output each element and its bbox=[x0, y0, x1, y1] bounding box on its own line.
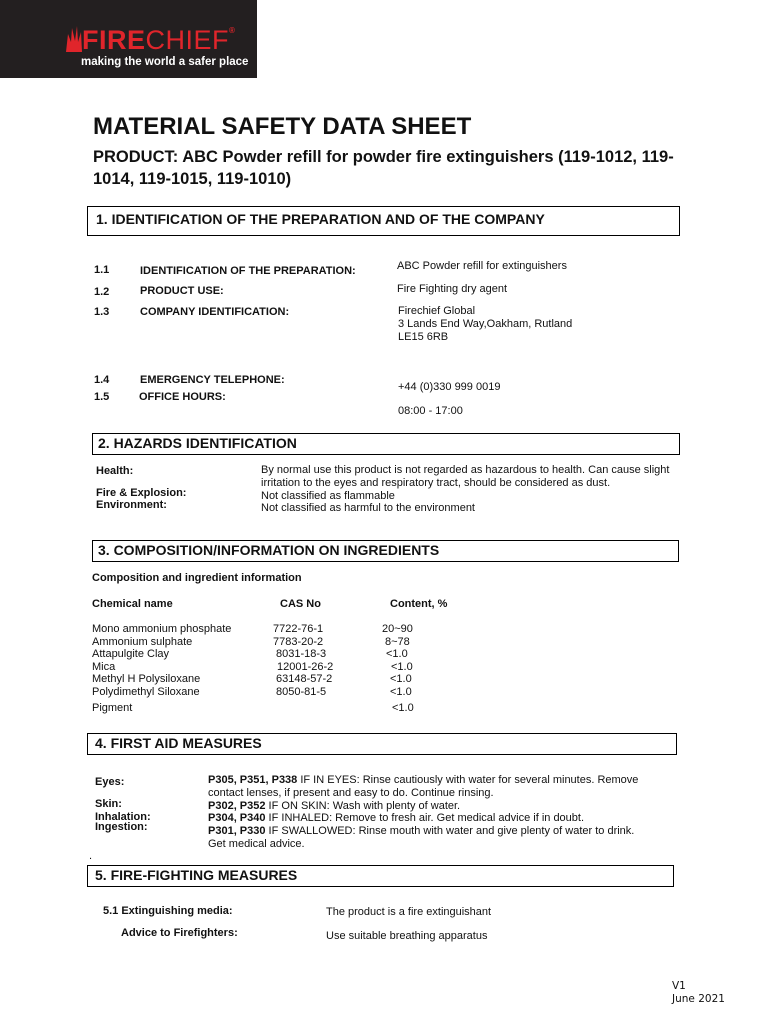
item-label: IDENTIFICATION OF THE PREPARATION: bbox=[140, 265, 356, 277]
item-label: EMERGENCY TELEPHONE: bbox=[140, 374, 285, 386]
ingredient-content: <1.0 bbox=[391, 661, 413, 673]
product-line: PRODUCT: ABC Powder refill for powder fire extinguishers (119-1012, 119-1014, 119-1015, 119-1010) bbox=[93, 148, 674, 188]
ingredient-name: Polydimethyl Siloxane bbox=[92, 686, 200, 698]
office-hours: 08:00 - 17:00 bbox=[398, 405, 463, 417]
company-name: Firechief Global bbox=[398, 305, 476, 317]
section-2-heading: 2. HAZARDS IDENTIFICATION bbox=[98, 435, 297, 451]
item-label: PRODUCT USE: bbox=[140, 285, 224, 297]
flame-hand-icon bbox=[64, 24, 84, 54]
item-number: 1.5 bbox=[94, 391, 110, 403]
ingredient-cas: 63148-57-2 bbox=[276, 673, 333, 685]
ingredient-cas: 12001-26-2 bbox=[277, 661, 334, 673]
item-number: 1.4 bbox=[94, 374, 110, 386]
environment-label: Environment: bbox=[96, 499, 167, 511]
document-title: MATERIAL SAFETY DATA SHEET bbox=[93, 113, 472, 140]
ingredient-content: 8~78 bbox=[385, 636, 410, 648]
section-1-heading-box bbox=[87, 206, 680, 236]
brand-name: FIRECHIEF® bbox=[82, 25, 236, 55]
section-5-heading-box bbox=[87, 865, 674, 887]
ingredient-name: Methyl H Polysiloxane bbox=[92, 673, 201, 685]
ingredient-content: <1.0 bbox=[390, 686, 412, 698]
item-label: OFFICE HOURS: bbox=[139, 391, 226, 403]
item-label: COMPANY IDENTIFICATION: bbox=[140, 306, 290, 318]
ingredient-cas: 8031-18-3 bbox=[276, 648, 327, 660]
ingredient-content: 20~90 bbox=[382, 623, 413, 635]
item-number: 1.3 bbox=[94, 306, 110, 318]
ingredient-cas: 7783-20-2 bbox=[273, 636, 324, 648]
ingredient-content: <1.0 bbox=[390, 673, 412, 685]
item-number: 1.1 bbox=[94, 264, 110, 276]
health-label: Health: bbox=[96, 465, 134, 477]
ingestion-instruction: P301, P330 IF SWALLOWED: Rinse mouth with water and give plenty of water to drink. bbox=[208, 825, 635, 837]
ingredient-content: <1.0 bbox=[392, 702, 414, 714]
item-number: 1.2 bbox=[94, 286, 110, 298]
ingestion-label: Ingestion: bbox=[95, 821, 148, 833]
section-3-heading: 3. COMPOSITION/INFORMATION ON INGREDIENTS bbox=[98, 542, 440, 558]
section-5-heading: 5. FIRE-FIGHTING MEASURES bbox=[95, 867, 298, 883]
col-content: Content, % bbox=[390, 598, 448, 610]
col-chemical-name: Chemical name bbox=[92, 598, 173, 610]
section-4-heading-box bbox=[87, 733, 677, 755]
section-1-heading: 1. IDENTIFICATION OF THE PREPARATION AND OF THE COMPANY bbox=[96, 211, 545, 227]
ingredient-cas: 8050-81-5 bbox=[276, 686, 327, 698]
section-4-heading: 4. FIRST AID MEASURES bbox=[95, 735, 262, 751]
inhalation-label: Inhalation: bbox=[95, 811, 151, 823]
item-value: Fire Fighting dry agent bbox=[397, 283, 508, 295]
fire-explosion-text: Not classified as flammable bbox=[261, 490, 395, 502]
ingredient-name: Ammonium sulphate bbox=[92, 636, 193, 648]
footer bbox=[672, 980, 725, 1006]
eyes-label: Eyes: bbox=[95, 776, 125, 788]
col-cas-no: CAS No bbox=[280, 598, 321, 610]
eyes-instruction-cont: contact lenses, if present and easy to do. Continue rinsing. bbox=[208, 787, 494, 799]
extinguishing-media-label: 5.1 Extinguishing media: bbox=[103, 905, 233, 917]
advice-firefighters-label: Advice to Firefighters: bbox=[121, 927, 238, 939]
health-text-cont: irritation to the eyes and respiratory tract, should be considered as dust. bbox=[261, 477, 611, 489]
composition-subheading: Composition and ingredient information bbox=[92, 572, 302, 584]
brand-tagline: making the world a safer place bbox=[81, 56, 249, 68]
skin-instruction: P302, P352 IF ON SKIN: Wash with plenty of water. bbox=[208, 800, 461, 812]
health-text: By normal use this product is not regarded as hazardous to health. Can cause slight bbox=[261, 464, 670, 476]
company-postcode: LE15 6RB bbox=[398, 331, 449, 343]
ingredient-name: Pigment bbox=[92, 702, 133, 714]
advice-firefighters-text: Use suitable breathing apparatus bbox=[326, 930, 488, 942]
section-3-heading-box bbox=[92, 540, 679, 562]
fire-explosion-label: Fire & Explosion: bbox=[96, 487, 187, 499]
extinguishing-media-text: The product is a fire extinguishant bbox=[326, 906, 492, 918]
eyes-instruction: P305, P351, P338 IF IN EYES: Rinse cautiously with water for several minutes. Remove bbox=[208, 774, 639, 786]
ingredient-name: Mono ammonium phosphate bbox=[92, 623, 232, 635]
inhalation-instruction: P304, P340 IF INHALED: Remove to fresh air. Get medical advice if in doubt. bbox=[208, 812, 585, 824]
emergency-phone: +44 (0)330 999 0019 bbox=[398, 381, 501, 393]
ingredient-name: Attapulgite Clay bbox=[92, 648, 170, 660]
revision-date: June 2021 bbox=[672, 993, 725, 1005]
ingredient-name: Mica bbox=[92, 661, 116, 673]
section-2-heading-box bbox=[92, 433, 680, 455]
company-logo bbox=[0, 0, 257, 78]
ingredient-cas: 7722-76-1 bbox=[273, 623, 324, 635]
environment-text: Not classified as harmful to the environment bbox=[261, 502, 475, 514]
company-address: 3 Lands End Way,Oakham, Rutland bbox=[398, 318, 573, 330]
ingestion-instruction-cont: Get medical advice. bbox=[208, 838, 305, 850]
version: V1 bbox=[672, 980, 686, 992]
ingredient-content: <1.0 bbox=[386, 648, 408, 660]
item-value: ABC Powder refill for extinguishers bbox=[397, 260, 567, 272]
skin-label: Skin: bbox=[95, 798, 122, 810]
stray-dot: . bbox=[89, 850, 93, 862]
